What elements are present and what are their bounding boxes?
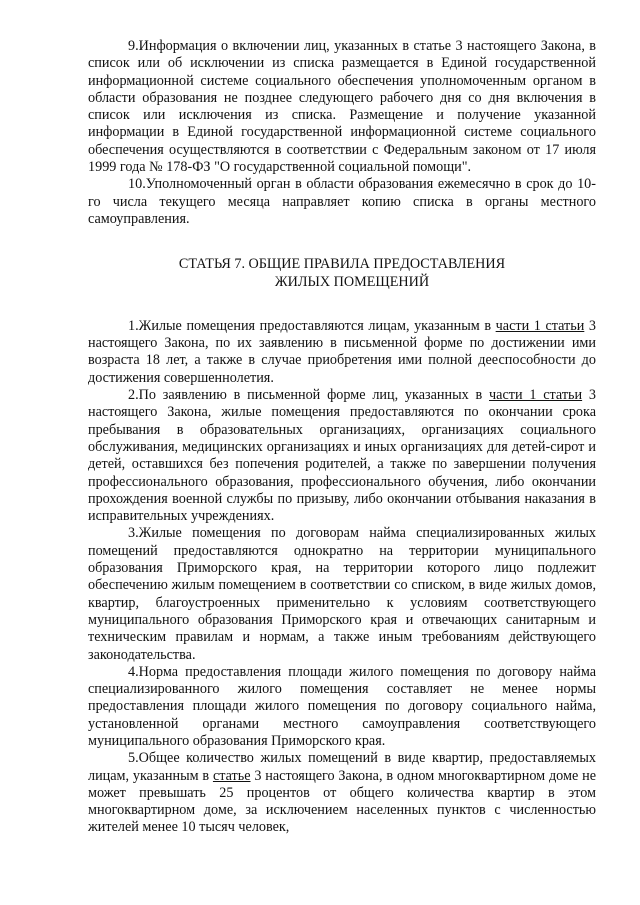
paragraph-art7-5 [88,750,596,836]
paragraph-art7-2 [88,387,596,525]
paragraph-art7-4: 4.Норма предоставления площади жилого помещения по договору найма специализированного жилого помещения составляет не менее нормы предоставления площади жилого помещения по договору социального найма, установленной органами местного самоуправления соответствующего муниципального образования Приморского края. [88,663,596,749]
p1-text-b: 3 настоящего Закона, по их заявлению в письменной форме по достижении ими возраста 18 лет, а также в случае приобретения ими полной дееспособности до достижения совершеннолетия. [88,317,596,386]
article-heading [88,256,596,291]
p1-text-a: 1.Жилые помещения предоставляются лицам, указанным в [128,317,496,334]
p2-text-a: 2.По заявлению в письменной форме лиц, указанных в [128,387,490,404]
article-heading-line1: СТАТЬЯ 7. ОБЩИЕ ПРАВИЛА ПРЕДОСТАВЛЕНИЯ [178,256,506,273]
paragraph-9: 9.Информация о включении лиц, указанных в статье 3 настоящего Закона, в список или об исключении из списка размещается в Единой государственной информационной системе социального обеспечения уполномоченным органом в области образования не позднее следующего рабочего дня со дня включения в список или исключения из списка. Размещение и получение указанной информации в Единой государственной информационной системе социального обеспечения осуществляются в соответствии с Федеральным законом от 17 июля 1999 года № 178-ФЗ "О государственной социальной помощи". [88,38,596,176]
p2-text-b: 3 настоящего Закона, жилые помещения предоставляются по окончании срока пребывания в образовательных организациях, организациях социального обслуживания, медицинских организациях и иных организациях для детей-сирот и детей, оставшихся без попечения родителей, а также по завершении получения профессионального образования, профессионального обучения, либо окончании прохождения военной службы по призыву, либо окончании отбывания наказания в исправительных учреждениях. [88,387,597,525]
p2-link[interactable]: части 1 статьи [489,387,583,404]
paragraph-art7-1 [88,318,596,387]
paragraph-10: 10.Уполномоченный орган в области образования ежемесячно в срок до 10-го числа текущего месяца направляет копию списка в органы местного самоуправления. [88,176,596,227]
article-heading-line2: ЖИЛЫХ ПОМЕЩЕНИЙ [274,273,430,290]
p5-link[interactable]: статье [212,767,251,784]
p5-text-a: 5.Общее количество жилых помещений в виде квартир, предоставляемых лицам, указанным в [88,750,596,784]
document-page [88,38,596,837]
p5-text-b: 3 настоящего Закона, в одном многоквартирном доме не может превышать 25 процентов от общего количества квартир в этом многоквартирном доме, за исключением населенных пунктов с численностью жителей менее 10 тысяч человек, [88,767,596,836]
paragraph-art7-3: 3.Жилые помещения по договорам найма специализированных жилых помещений предоставляются однократно на территории муниципального образования Приморского края, на территории которого лицо подлежит обеспечению жилым помещением в соответствии со списком, в виде жилых домов, квартир, благоустроенных применительно к условиям соответствующего муниципального образования Приморского края и отвечающих санитарным и техническим правилам и нормам, а также иным требованиям действующего законодательства. [88,525,596,663]
p1-link[interactable]: части 1 статьи [495,317,585,334]
